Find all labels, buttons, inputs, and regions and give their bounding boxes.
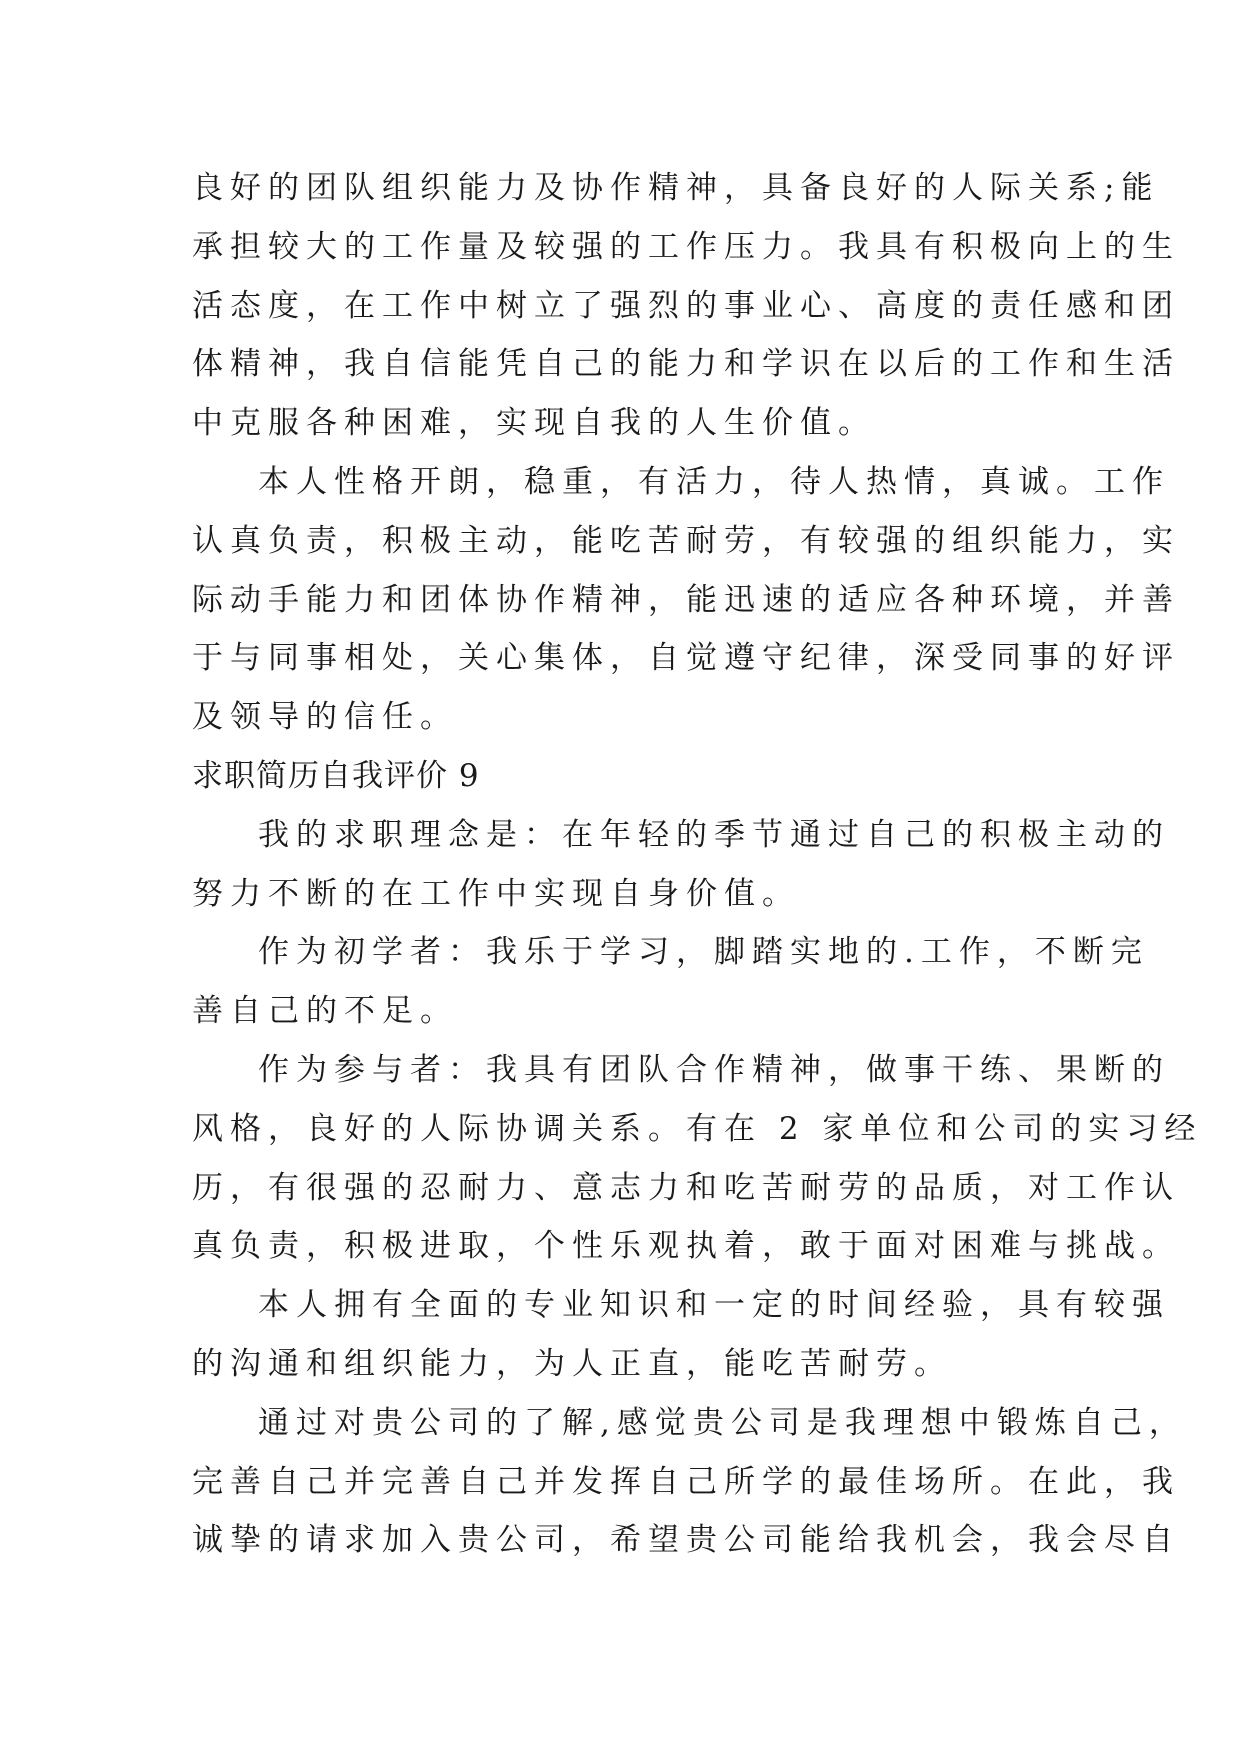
paragraph-line: 通过对贵公司的了解,感觉贵公司是我理想中锻炼自己， [258,1404,1187,1441]
paragraph-line: 本人拥有全面的专业知识和一定的时间经验，具有较强 [258,1287,1170,1324]
paragraph-line: 善自己的不足。 [192,993,458,1030]
paragraph-line: 承担较大的工作量及较强的工作压力。我具有积极向上的生 [192,228,1180,265]
paragraph-line: 真负责，积极进取，个性乐观执着，敢于面对困难与挑战。 [192,1228,1180,1265]
paragraph-line: 际动手能力和团体协作精神，能迅速的适应各种环境，并善 [192,581,1180,618]
paragraph-line: 作为参与者：我具有团队合作精神，做事干练、果断的 [258,1051,1170,1088]
paragraph-line: 于与同事相处，关心集体，自觉遵守纪律，深受同事的好评 [192,640,1180,677]
paragraph-line: 及领导的信任。 [192,699,458,736]
paragraph-line: 良好的团队组织能力及协作精神，具备良好的人际关系;能 [192,170,1160,206]
paragraph-line: 中克服各种困难，实现自我的人生价值。 [192,405,876,442]
document-body [192,159,1203,1570]
paragraph-line: 体精神，我自信能凭自己的能力和学识在以后的工作和生活 [192,346,1180,383]
paragraph-line: 作为初学者：我乐于学习，脚踏实地的.工作，不断完 [258,934,1149,971]
paragraph-line: 我的求职理念是：在年轻的季节通过自己的积极主动的 [258,816,1170,853]
paragraph-line: 诚挚的请求加入贵公司，希望贵公司能给我机会，我会尽自 [192,1522,1180,1559]
paragraph-line: 认真负责，积极主动，能吃苦耐劳，有较强的组织能力，实 [192,522,1180,559]
paragraph-line: 风格，良好的人际协调关系。有在 2 家单位和公司的实习经 [192,1110,1203,1147]
paragraph-line: 活态度，在工作中树立了强烈的事业心、高度的责任感和团 [192,287,1180,324]
paragraph-line: 的沟通和组织能力，为人正直，能吃苦耐劳。 [192,1345,952,1382]
paragraph-line: 历，有很强的忍耐力、意志力和吃苦耐劳的品质，对工作认 [192,1169,1180,1206]
paragraph-line: 本人性格开朗，稳重，有活力，待人热情，真诚。工作 [258,463,1170,500]
section-heading: 求职简历自我评价 9 [192,757,480,794]
paragraph-line: 完善自己并完善自己并发挥自己所学的最佳场所。在此，我 [192,1463,1180,1500]
paragraph-line: 努力不断的在工作中实现自身价值。 [192,875,800,912]
